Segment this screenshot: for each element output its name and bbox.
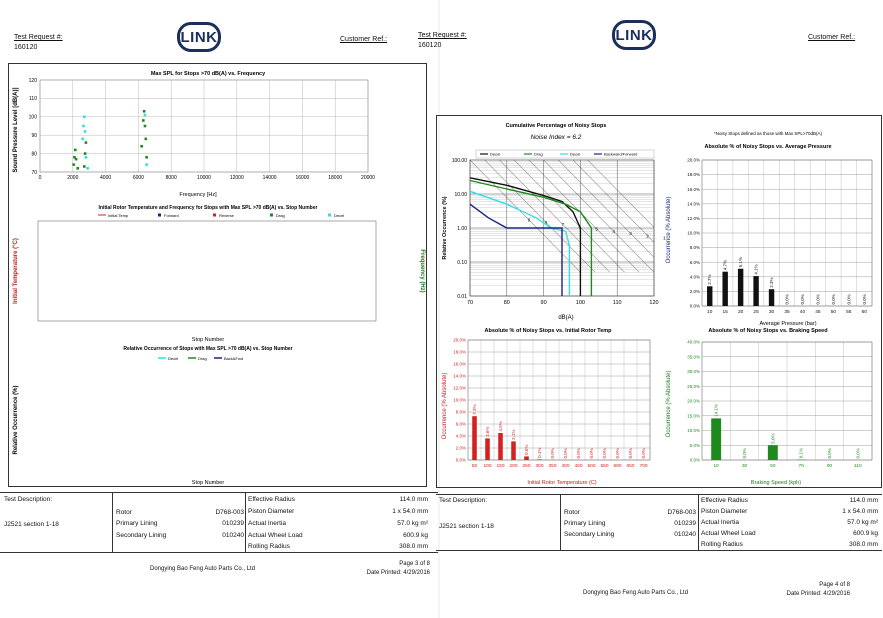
speed-xtick: 90 [826,464,833,469]
pressure-xtick: 10 [707,310,713,315]
pressure-ytick: 4.0% [689,274,700,280]
temp-data-label: 0.6% [524,444,529,455]
cum-legend-backfwd: Backward/Forward [604,151,638,157]
chart1-point-decel [84,130,87,133]
temp-xtick: 150 [496,464,505,469]
temp-bar [524,456,529,460]
chart1-point-decel [85,156,88,159]
speed-ytick: 40.0% [687,339,700,345]
logo-text: LINK [180,28,218,46]
chart1-point-drag [74,149,77,152]
pressure-bar [753,276,758,306]
chart2-xlabel: Stop Number [191,337,225,343]
chart1-xtick: 2000 [67,175,79,181]
cum-xtick: 110 [612,300,622,306]
temp-ytick: 18.0% [453,349,466,355]
chart2-title: Initial Rotor Temperature and Frequency for Stops with Max SPL >70 dB(A) vs. Stop Number [98,205,318,211]
left-inertia-value: 57.0 kg m² [397,520,428,527]
cumulative-noisy-stops-chart [436,120,666,321]
speed-ytick: 25.0% [687,383,700,389]
right-secondary-label: Secondary Lining [564,531,615,538]
temp-xtick: 400 [561,464,570,469]
test-request-label: Test Request #: [14,34,63,41]
temp-data-label: 0.1% [537,447,542,458]
temp-bar [485,438,490,460]
speed-bar [711,418,721,460]
noise-index-label: 8 [544,219,548,225]
right-desc-top-rule [436,494,882,495]
left-rolling-value: 308.0 mm [399,543,428,550]
right-test-request-value: 160120 [418,42,442,49]
test-request-value: 160120 [14,44,38,51]
temp-ytick: 6.0% [455,421,466,427]
temp-ytick: 4.0% [455,433,466,439]
pressure-ytick: 8.0% [689,245,700,251]
right-customer-ref-label: Customer Ref.: [808,34,856,41]
left-desc-divider-2 [245,492,246,552]
temp-ylabel: Occurrence (% Absolute) [442,372,448,440]
temp-data-label: 0.0% [563,448,568,459]
pressure-data-label: 2.3% [769,277,775,288]
pressure-ytick: 10.0% [687,230,700,236]
left-piston-value: 1 x 54.0 mm [392,508,428,515]
speed-xlabel: Braking Speed (kph) [750,480,802,486]
rotor-temp-bar-chart [436,324,656,486]
chart1-point-drag [72,163,75,166]
pressure-xtick: 35 [784,310,790,315]
noise-index-label: 5 [595,226,598,232]
speed-ytick: 35.0% [687,354,700,360]
braking-speed-bar-chart [658,324,880,486]
chart2-legend-forward: Forward [164,213,179,218]
pressure-ytick: 12.0% [687,216,700,221]
cum-legend-decel-1: Decel [490,151,501,157]
speed-ytick: 15.0% [687,413,700,419]
temp-data-label: 0.0% [550,448,555,459]
right-primary-value: 010239 [674,520,696,527]
temp-xtick: 350 [548,464,557,469]
right-logo-text: LINK [615,26,653,44]
right-eff-radius-label: Effective Radius [701,497,748,504]
chart1-point-drag [145,156,148,159]
right-rotor-label: Rotor [564,509,580,516]
cum-ytick: 0.01 [457,293,467,300]
right-desc-bottom-rule [436,550,882,551]
right-inertia-value: 57.0 kg m² [847,519,878,526]
chart2-legend-reverse: Reverse [219,213,234,218]
pressure-bar [738,269,743,306]
speed-xtick: 110 [854,464,862,469]
chart1-point-drag [75,158,78,161]
speed-ytick: 5.0% [689,442,700,448]
pressure-ytick: 2.0% [689,289,700,294]
noise-index-label: 7 [561,222,565,228]
pressure-data-label: 5.1% [738,257,744,268]
chart1-ytick: 110 [29,96,37,103]
right-primary-label: Primary Lining [564,520,606,527]
chart1-ytick: 90 [31,133,37,139]
pressure-xtick: 20 [737,310,744,315]
temp-ytick: 16.0% [453,361,466,367]
pressure-xlabel: Average Pressure (bar) [759,321,817,327]
temp-bar [511,441,516,460]
temp-xtick: 550 [600,464,609,469]
chart1-point-drag [143,110,146,113]
temp-xtick: 250 [522,464,531,469]
temp-xtick: 650 [626,464,635,469]
right-eff-radius-value: 114.0 mm [849,497,878,504]
chart1-point-drag [142,119,145,122]
speed-xtick: 30 [741,464,748,469]
cum-legend-drag: Drag [534,151,543,157]
left-desc-bottom-rule [0,552,438,553]
chart2-ylabel-left: Initial Temperature (°C) [13,238,19,304]
right-inertia-label: Actual Inertia [701,519,739,526]
pressure-xtick: 40 [799,310,806,315]
left-test-description-label: Test Description: [4,496,53,503]
chart1-xtick: 12000 [229,175,244,181]
noise-index-label: 2 [646,233,649,239]
left-inertia-label: Actual Inertia [248,520,286,527]
right-desc-divider-1 [560,494,561,550]
left-footer-date: Date Printed: 4/29/2016 [366,570,430,576]
pressure-xtick: 30 [768,310,775,315]
chart3-legend-decel: Decel [168,356,179,361]
temp-ytick: 2.0% [455,445,466,451]
chart1-ytick: 120 [28,77,37,84]
right-footer-date: Date Printed: 4/29/2016 [786,591,850,597]
cum-xtick: 90 [540,300,547,306]
right-footer-company: Dongying Bao Feng Auto Parts Co., Ltd [583,590,689,596]
temp-xtick: 600 [613,464,622,469]
temp-ytick: 8.0% [455,409,466,415]
chart3-legend-drag: Drag [198,356,207,361]
left-primary-label: Primary Lining [116,520,158,527]
chart1-point-decel [82,125,85,128]
right-piston-value: 1 x 54.0 mm [842,508,878,515]
temp-data-label: 3.6% [485,426,490,437]
chart1-point-decel [81,138,84,141]
left-rotor-value: D768-003 [215,509,244,516]
speed-data-label: 0.0% [742,448,747,459]
noise-index-label: 6 [578,224,582,230]
chart1-xtick: 0 [38,175,42,181]
spl-frequency-chart [8,66,427,200]
speed-title: Absolute % of Noisy Stops vs. Braking Speed [708,328,828,334]
chart1-ytick: 100 [28,114,37,121]
cum-ytick: 100.00 [451,157,467,164]
right-test-request-label: Test Request #: [418,32,467,39]
pressure-ytick: 0.0% [689,303,700,309]
chart2-plot-area [38,221,376,321]
chart3-legend [158,356,243,361]
link-logo [177,22,221,52]
speed-ytick: 0.0% [689,457,700,463]
chart1-point-drag [140,145,143,148]
chart1-point-decel [83,116,86,119]
chart2-legend-temp: Initial Temp [108,213,129,218]
left-rolling-label: Rolling Radius [248,543,290,550]
left-footer-company: Dongying Bao Feng Auto Parts Co., Ltd [150,566,256,572]
chart1-point-drag [144,125,147,128]
chart1-xlabel: Frequency [Hz] [179,192,217,198]
chart1-point-decel [86,167,89,170]
speed-ytick: 10.0% [687,428,700,434]
temp-data-label: 0.0% [615,448,620,459]
left-footer-page: Page 3 of 8 [399,561,430,567]
temp-data-label: 3.1% [511,429,516,440]
pressure-xtick: 60 [861,310,867,315]
pressure-data-label: 0.0% [861,294,867,305]
pressure-bar [769,289,774,306]
temp-xtick: 200 [509,464,518,469]
speed-bar [768,445,778,460]
speed-data-label: 0.0% [855,448,861,459]
chart1-point-drag [144,138,147,141]
chart3-ylabel: Relative Occurrence (%) [13,385,19,455]
right-rolling-label: Rolling Radius [701,541,743,548]
left-wheel-load-label: Actual Wheel Load [248,532,303,539]
speed-xtick: 10 [713,464,719,469]
temp-ytick: 20.0% [453,337,466,343]
right-rotor-value: D768-003 [667,509,696,516]
cum-ylabel: Relative Occurrence (%) [442,196,448,260]
pressure-data-label: 0.0% [846,294,852,305]
noise-index-label: 9 [527,217,531,223]
noise-index-label: 3 [629,231,632,237]
right-secondary-value: 010240 [674,531,696,538]
temp-xtick: 450 [574,464,583,469]
pressure-bar [722,272,727,306]
left-rotor-label: Rotor [116,509,132,516]
chart1-ytick: 70 [31,169,37,176]
pressure-ytick: 14.0% [687,201,700,207]
speed-data-label: 0.0% [827,448,832,459]
pressure-data-label: 0.0% [815,294,821,305]
left-eff-radius-value: 114.0 mm [399,496,428,503]
chart1-xtick: 14000 [262,175,277,181]
chart2-legend-drag: Drag [276,213,285,218]
noise-index-label: 1 [663,235,666,241]
pressure-xtick: 50 [830,310,837,315]
temp-data-label: 0.0% [576,448,581,459]
pressure-ytick: 6.0% [689,259,700,265]
chart1-point-drag [83,165,86,168]
temp-data-label: 0.0% [589,448,594,459]
chart2-legend-decel: Decel [334,213,345,218]
pressure-data-label: 4.1% [753,264,759,275]
cum-xtick: 70 [466,300,474,306]
speed-xtick: 70 [798,464,804,469]
temp-data-label: 0.0% [641,448,646,459]
right-footer-page: Page 4 of 8 [819,582,850,588]
pressure-ytick: 20.0% [687,157,700,163]
cum-ytick: 1.00 [457,225,467,232]
right-rolling-value: 308.0 mm [849,541,878,548]
temp-xtick: 100 [483,464,492,469]
speed-ytick: 30.0% [687,369,700,375]
temp-bar [472,416,477,460]
temp-ytick: 10.0% [453,397,466,403]
chart1-xtick: 18000 [328,175,343,181]
chart1-xtick: 6000 [132,175,144,181]
chart1-point-decel [145,163,148,166]
pressure-xtick: 25 [753,310,759,315]
temp-data-label: 0.0% [628,448,633,459]
temp-xtick: 50 [471,464,478,469]
cum-title: Cumulative Percentage of Noisy Stops [505,123,607,129]
speed-xtick: 50 [770,464,776,469]
chart1-ytick: 80 [31,151,37,158]
right-wheel-load-value: 600.9 kg [853,530,878,537]
speed-ylabel: Occurrence (% Absolute) [666,370,672,438]
relative-occurrence-chart [8,344,427,486]
chart1-xtick: 4000 [100,175,112,181]
pressure-note: *Noisy Stops defined as those with Max SPL>70dB(A) [714,131,822,136]
speed-data-label: 5.0% [770,433,776,444]
cum-xlabel: dB(A) [558,315,574,321]
chart1-title: Max SPL for Stops >70 dB(A) vs. Frequency [150,71,266,77]
chart2-ylabel-right: Frequency (Hz) [419,249,425,293]
cum-xtick: 80 [503,300,510,306]
temp-data-label: 7.3% [472,404,477,415]
left-wheel-load-value: 600.9 kg [403,532,428,539]
chart1-ylabel: Sound Pressure Level [dB(A)] [13,87,19,173]
pressure-title: Absolute % of Noisy Stops vs. Average Pressure [704,144,832,150]
pressure-xtick: 15 [722,310,728,315]
chart1-xtick: 8000 [165,175,177,181]
pressure-bar-chart [658,126,880,326]
temp-xtick: 500 [587,464,596,469]
cum-xtick: 120 [649,300,659,306]
cum-ytick: 10.00 [454,191,467,198]
temp-xtick: 700 [639,464,648,469]
temp-xtick: 300 [535,464,544,469]
chart2-legend [98,213,344,218]
cum-ytick: 0.10 [457,259,467,266]
speed-data-label: 14.1% [713,404,719,417]
temp-ytick: 14.0% [453,373,466,379]
pressure-bar [707,286,712,306]
speed-ytick: 20.0% [687,398,700,404]
cum-xtick: 100 [575,300,585,306]
chart3-xlabel: Stop Number [191,480,225,486]
right-wheel-load-label: Actual Wheel Load [701,530,756,537]
pressure-xtick: 45 [815,310,821,315]
pressure-xtick: 55 [846,310,852,315]
left-test-section: J2521 section 1-18 [4,521,59,528]
temp-frequency-stop-chart [8,203,427,343]
chart1-xtick: 20000 [361,175,375,181]
chart1-xtick: 10000 [197,175,211,181]
right-link-logo [612,20,656,50]
temp-xlabel: Initial Rotor Temperature (C) [527,480,597,486]
right-desc-divider-2 [698,494,699,550]
left-secondary-label: Secondary Lining [116,532,167,539]
pressure-data-label: 4.7% [722,259,728,271]
cum-legend-decel-2: Decel [570,151,581,157]
pressure-data-label: 2.7% [707,274,713,285]
temp-title: Absolute % of Noisy Stops vs. Initial Rotor Temp [484,328,612,334]
temp-bar [537,459,542,460]
left-desc-divider-1 [112,492,113,552]
chart1-xtick: 16000 [295,175,310,181]
right-piston-label: Piston Diameter [701,508,748,515]
pressure-ytick: 18.0% [687,172,700,178]
left-eff-radius-label: Effective Radius [248,496,295,503]
cum-legend [476,150,654,158]
pressure-data-label: 0.0% [784,294,790,305]
chart3-title: Relative Occurrence of Stops with Max SPL >70 dB(A) vs. Stop Number [123,346,293,352]
chart1-point-drag [85,141,88,144]
pressure-ytick: 16.0% [687,186,700,192]
left-piston-label: Piston Diameter [248,508,295,515]
left-primary-value: 010239 [222,520,244,527]
chart1-point-drag [76,167,79,170]
customer-ref-label: Customer Ref.: [340,36,388,43]
pressure-ylabel: Occurrence (% Absolute) [666,196,672,264]
pressure-data-label: 0.0% [830,294,836,305]
temp-ytick: 12.0% [453,385,466,391]
temp-data-label: 4.5% [498,421,503,432]
right-test-section: J2521 section 1-18 [439,523,494,530]
chart1-point-drag [84,152,87,155]
pressure-data-label: 0.0% [799,294,805,305]
left-desc-top-rule [0,492,438,493]
right-test-description-label: Test Description: [439,497,488,504]
temp-data-label: 0.0% [602,448,607,459]
left-report-page [0,0,438,618]
temp-ytick: 0.0% [455,457,466,463]
cum-noise-index: Noise Index = 6.2 [530,134,582,141]
chart1-point-decel [144,114,147,117]
chart3-legend-backfwd: Back&Fwd [224,356,244,361]
noise-index-label: 4 [612,228,615,234]
left-secondary-value: 010240 [222,532,244,539]
speed-data-label: 0.1% [798,447,804,459]
temp-bar [498,433,503,460]
